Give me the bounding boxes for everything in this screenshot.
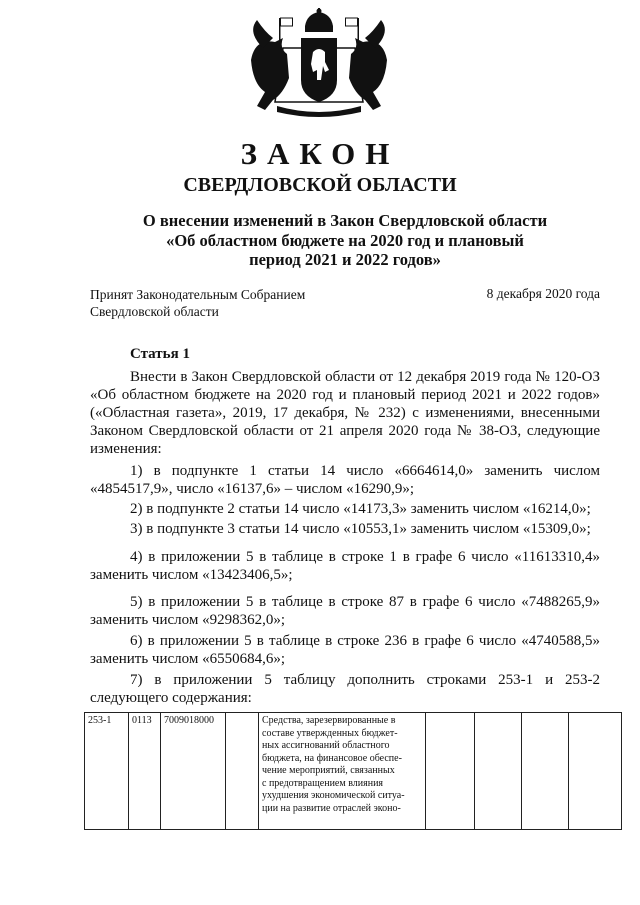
article-item: 3) в подпункте 3 статьи 14 число «10553,1» заменить числом «15309,0»; [130, 521, 591, 537]
article-item: 1) в подпункте 1 статьи 14 число «6664614,0» заменить числом «4854517,9», число «16137,6» – числом «16290,9»; [90, 463, 600, 497]
name-line: ции на развитие отраслей эконо- [262, 802, 401, 814]
name-line: ухудшения экономической ситуа- [262, 790, 405, 801]
adopted-by [90, 286, 305, 320]
document-subtitle [90, 211, 600, 270]
table-cell-row-number: 253-1 [85, 713, 129, 830]
subtitle-line: период 2021 и 2022 годов» [249, 250, 441, 269]
table-cell-col9 [569, 713, 622, 830]
table-cell-col8 [522, 713, 569, 830]
coat-of-arms-icon [243, 8, 395, 120]
adopted-line: Свердловской области [90, 304, 219, 319]
name-line: Средства, зарезервированные в [262, 715, 396, 726]
article-heading: Статья 1 [130, 346, 190, 362]
table-cell-expense-type [226, 713, 259, 830]
document-region: СВЕРДЛОВСКОЙ ОБЛАСТИ [183, 174, 457, 196]
name-line: бюджета, на финансовое обеспе- [262, 752, 402, 764]
adoption-date: 8 декабря 2020 года [486, 286, 600, 301]
table-cell-name [259, 713, 426, 830]
budget-table [84, 712, 622, 830]
table-row [85, 713, 622, 830]
name-line: ных ассигнований областного [262, 740, 390, 751]
name-line: с предотвращением влияния [262, 777, 384, 789]
subtitle-line: О внесении изменений в Закон Свердловской области [142, 211, 548, 230]
name-line: чение мероприятий, связанных [262, 765, 395, 776]
article-item: 6) в приложении 5 в таблице в строке 236 в графе 6 число «4740588,5» заменить числом «6550684,6»; [90, 633, 600, 667]
table-cell-col7 [475, 713, 522, 830]
article-item: 2) в подпункте 2 статьи 14 число «14173,3» заменить числом «16214,0»; [130, 501, 591, 517]
subtitle-line: «Об областном бюджете на 2020 год и плановый [166, 230, 524, 250]
table-cell-section-code: 0113 [129, 713, 161, 830]
table-cell-col6 [426, 713, 475, 830]
article-item: 7) в приложении 5 таблицу дополнить строками 253-1 и 253-2 следующего содержания: [90, 672, 600, 706]
table-cell-target-code: 7009018000 [161, 713, 226, 830]
article-intro: Внести в Закон Свердловской области от 12 декабря 2019 года № 120-ОЗ «Об областном бюджете на 2020 год и плановый период 2021 и 2022 годов» («Областная газета», 2019, 17 декабря, № 232) с изменениями, внесенными Законом Свердловской области от 21 апреля 2020 года № 38-ОЗ, следующие изменения: [90, 369, 600, 457]
document-title: ЗАКОН [240, 136, 400, 171]
name-line: составе утвержденных бюджет- [262, 727, 398, 739]
article-item: 5) в приложении 5 в таблице в строке 87 в графе 6 число «7488265,9» заменить числом «9298362,0»; [90, 594, 600, 628]
adopted-line: Принят Законодательным Собранием [90, 287, 306, 302]
article-item: 4) в приложении 5 в таблице в строке 1 в графе 6 число «11613310,4» заменить числом «13423406,5»; [90, 549, 600, 583]
